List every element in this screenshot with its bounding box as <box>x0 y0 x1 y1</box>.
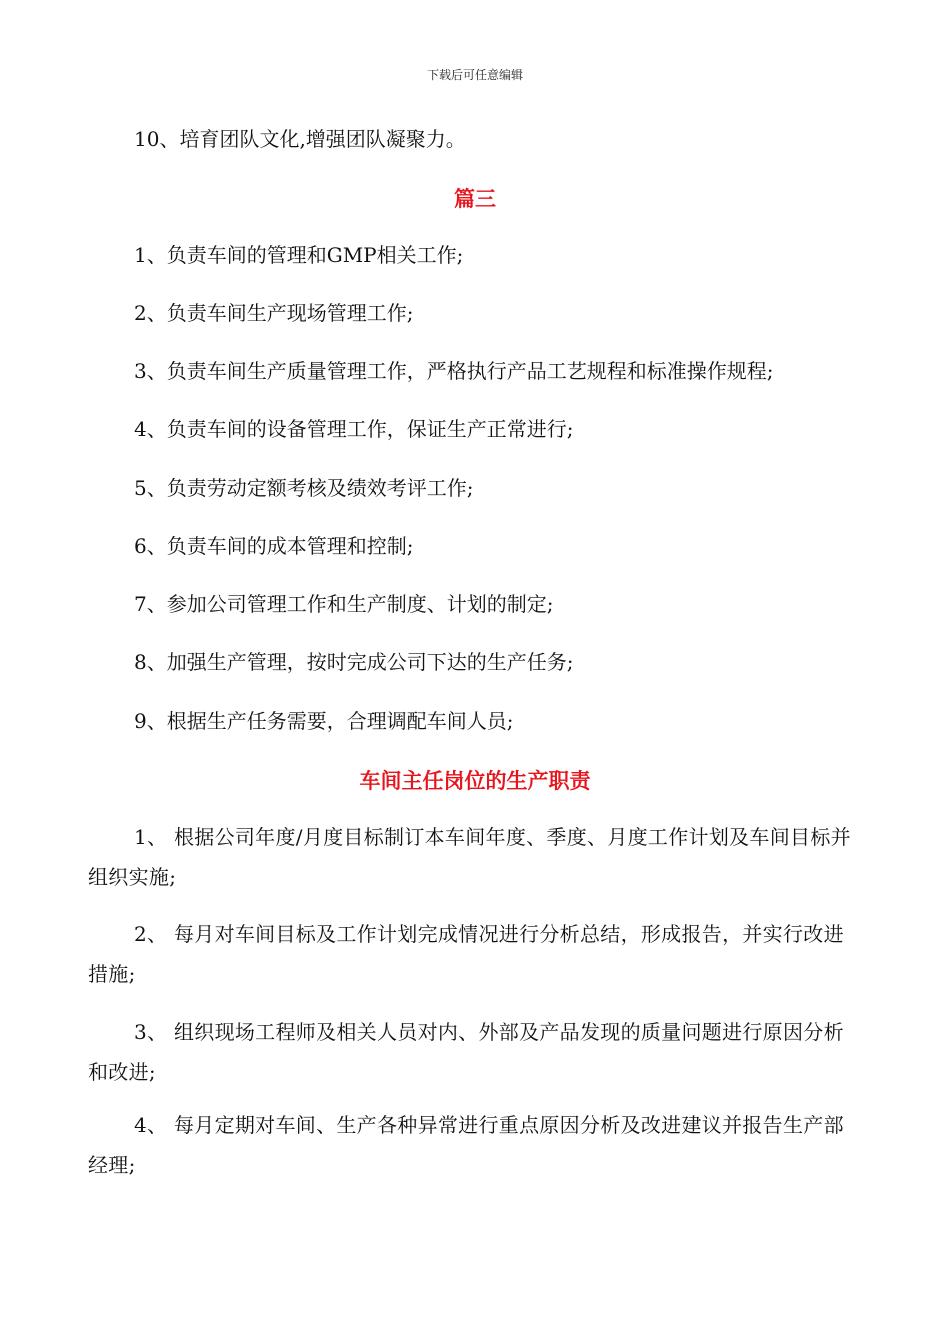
paragraph: 4、 每月定期对车间、生产各种异常进行重点原因分析及改进建议并报告生产部经理; <box>88 1113 844 1177</box>
paragraph: 1、 根据公司年度/月度目标制订本车间年度、季度、月度工作计划及车间目标并组织实施; <box>88 825 851 889</box>
list-item: 6、负责车间的成本管理和控制; <box>134 534 414 558</box>
paragraph: 3、 组织现场工程师及相关人员对内、外部及产品发现的质量问题进行原因分析和改进; <box>88 1020 844 1084</box>
section-title: 篇三 <box>454 187 496 211</box>
list-item: 8、加强生产管理，按时完成公司下达的生产任务; <box>134 650 574 674</box>
paragraph: 2、 每月对车间目标及工作计划完成情况进行分析总结，形成报告，并实行改进措施; <box>88 922 844 986</box>
page-header: 下载后可任意编辑 <box>426 68 523 82</box>
section-title: 车间主任岗位的生产职责 <box>359 769 591 793</box>
list-item: 5、负责劳动定额考核及绩效考评工作; <box>134 476 474 500</box>
list-item: 3、负责车间生产质量管理工作，严格执行产品工艺规程和标准操作规程; <box>134 359 774 383</box>
list-item: 1、负责车间的管理和GMP相关工作; <box>134 243 464 267</box>
list-item: 2、负责车间生产现场管理工作; <box>134 301 414 325</box>
list-item: 10、培育团队文化,增强团队凝聚力。 <box>134 127 466 151</box>
list-item: 9、根据生产任务需要，合理调配车间人员; <box>134 709 514 733</box>
list-item: 4、负责车间的设备管理工作，保证生产正常进行; <box>134 417 574 441</box>
list-item: 7、参加公司管理工作和生产制度、计划的制定; <box>134 592 554 616</box>
